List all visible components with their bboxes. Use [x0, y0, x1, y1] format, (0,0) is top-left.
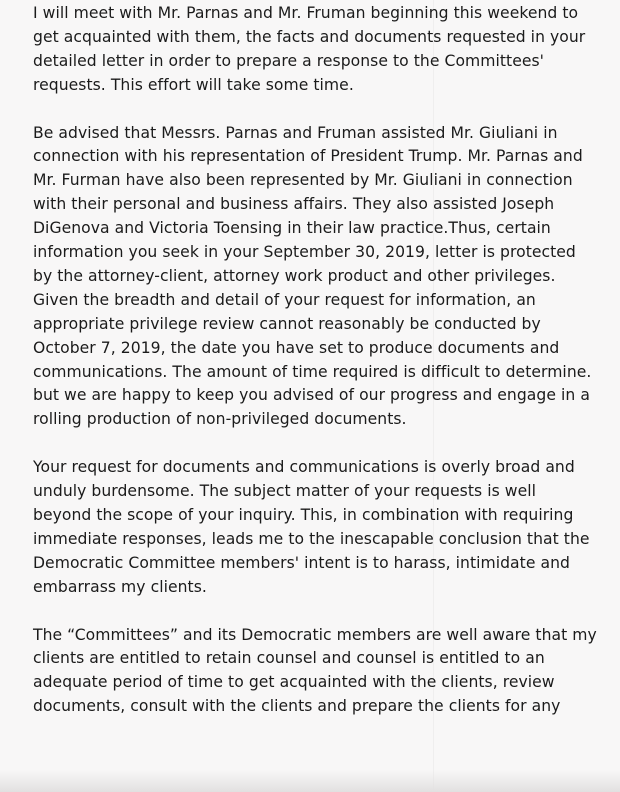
text-line: I will meet with Mr. Parnas and Mr. Fruman beginning this weekend to: [33, 4, 579, 22]
text-line: Democratic Committee members' intent is to harass, intimidate and: [33, 553, 570, 572]
text-line: adequate period of time to get acquainted with the clients, review: [33, 673, 555, 692]
text-line: get acquainted with them, the facts and documents requested in your: [33, 27, 586, 46]
text-line: embarrass my clients.: [33, 577, 207, 596]
text-line: beyond the scope of your inquiry. This, in combination with requiring: [33, 506, 574, 524]
text-line: Mr. Furman have also been represented by Mr. Giuliani in connection: [33, 171, 573, 190]
text-line: by the attorney-client, attorney work product and other privileges.: [33, 266, 556, 285]
text-line: clients are entitled to retain counsel and counsel is entitled to an: [33, 649, 545, 668]
paragraph-burdensome: [33, 456, 608, 599]
paragraph-counsel: [33, 624, 608, 720]
text-line: with their personal and business affairs. They also assisted Joseph: [33, 195, 555, 214]
text-line: rolling production of non-privileged documents.: [33, 410, 407, 429]
paragraph-meeting: [33, 2, 608, 98]
text-line: detailed letter in order to prepare a response to the Committees': [33, 51, 545, 70]
text-line: connection with his representation of President Trump. Mr. Parnas and: [33, 147, 583, 166]
text-line: but we are happy to keep you advised of our progress and engage in a: [33, 386, 590, 405]
paragraph-privilege: [33, 122, 608, 433]
text-line: immediate responses, leads me to the inescapable conclusion that the: [33, 529, 590, 548]
text-line: appropriate privilege review cannot reasonably be conducted by: [33, 314, 541, 333]
text-line: communications. The amount of time required is difficult to determine.: [33, 362, 592, 381]
text-line: DiGenova and Victoria Toensing in their law practice.Thus, certain: [33, 219, 551, 238]
letter-body: [33, 2, 608, 743]
text-line: October 7, 2019, the date you have set to produce documents and: [33, 338, 560, 357]
text-line: Your request for documents and communications is overly broad and: [33, 458, 575, 477]
page-bottom-shadow: [0, 770, 620, 792]
text-line: Given the breadth and detail of your request for information, an: [33, 290, 536, 309]
text-line: unduly burdensome. The subject matter of your requests is well: [33, 482, 536, 501]
text-line: documents, consult with the clients and prepare the clients for any: [33, 697, 561, 716]
text-line: information you seek in your September 30, 2019, letter is protected: [33, 243, 576, 262]
text-line: Be advised that Messrs. Parnas and Fruman assisted Mr. Giuliani in: [33, 123, 558, 142]
text-line: The “Committees” and its Democratic members are well aware that my: [33, 625, 597, 644]
text-line: requests. This effort will take some time.: [33, 75, 354, 94]
